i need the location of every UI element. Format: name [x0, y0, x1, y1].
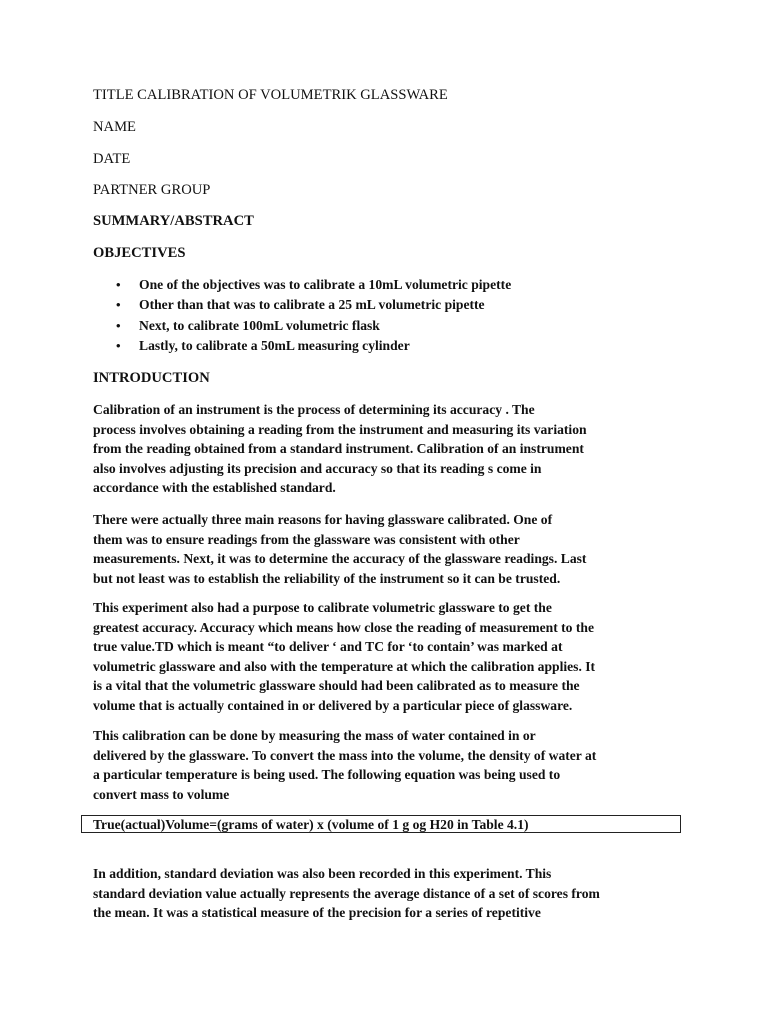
- bullet-icon: •: [116, 338, 121, 354]
- list-item: [93, 337, 511, 357]
- intro-paragraph-1: [93, 400, 673, 498]
- document-title: TITLE CALIBRATION OF VOLUMETRIK GLASSWARE: [93, 87, 448, 103]
- list-item: [93, 317, 511, 337]
- equation-box: True(actual)Volume=(grams of water) x (volume of 1 g og H20 in Table 4.1): [81, 815, 681, 833]
- list-item: [93, 276, 511, 296]
- name-field-label: NAME: [93, 119, 136, 135]
- paragraph-line: the mean. It was a statistical measure of the precision for a series of repetitive: [93, 905, 541, 921]
- summary-heading: SUMMARY/ABSTRACT: [93, 213, 254, 229]
- introduction-heading: INTRODUCTION: [93, 370, 210, 386]
- objectives-list: [93, 276, 511, 358]
- intro-paragraph-4: [93, 726, 673, 804]
- objective-text: Lastly, to calibrate a 50mL measuring cylinder: [139, 338, 410, 354]
- paragraph-line: There were actually three main reasons for having glassware calibrated. One of: [93, 512, 553, 527]
- paragraph-line: In addition, standard deviation was also been recorded in this experiment. This: [93, 866, 552, 881]
- paragraph-line: is a vital that the volumetric glassware should had been calibrated as to measure the: [93, 678, 580, 694]
- paragraph-line: volumetric glassware and also with the temperature at which the calibration applies. It: [93, 658, 596, 674]
- paragraph-line: from the reading obtained from a standard instrument. Calibration of an instrument: [93, 441, 584, 457]
- paragraph-line: measurements. Next, it was to determine the accuracy of the glassware readings. Last: [93, 551, 587, 567]
- bullet-icon: •: [116, 297, 121, 313]
- paragraph-line: accordance with the established standard.: [93, 480, 336, 496]
- paragraph-line: true value.TD which is meant “to deliver ‘ and TC for ‘to contain’ was marked at: [93, 639, 563, 655]
- final-paragraph: [93, 864, 673, 923]
- paragraph-line: them was to ensure readings from the glassware was consistent with other: [93, 531, 520, 547]
- paragraph-line: standard deviation value actually represents the average distance of a set of scores from: [93, 885, 600, 901]
- objective-text: Other than that was to calibrate a 25 mL volumetric pipette: [139, 297, 485, 313]
- intro-paragraph-2: [93, 510, 673, 588]
- paragraph-line: Calibration of an instrument is the process of determining its accuracy . The: [93, 402, 535, 417]
- paragraph-line: This experiment also had a purpose to calibrate volumetric glassware to get the: [93, 600, 552, 615]
- paragraph-line: convert mass to volume: [93, 786, 230, 802]
- paragraph-line: delivered by the glassware. To convert the mass into the volume, the density of water at: [93, 747, 597, 763]
- objectives-heading: OBJECTIVES: [93, 245, 186, 261]
- intro-paragraph-3: [93, 598, 673, 716]
- objective-text: Next, to calibrate 100mL volumetric flask: [139, 317, 380, 333]
- paragraph-line: process involves obtaining a reading from the instrument and measuring its variation: [93, 421, 587, 437]
- objective-text: One of the objectives was to calibrate a 10mL volumetric pipette: [139, 277, 512, 292]
- paragraph-line: greatest accuracy. Accuracy which means how close the reading of measurement to the: [93, 619, 594, 635]
- paragraph-line: volume that is actually contained in or delivered by a particular piece of glassware.: [93, 697, 573, 713]
- paragraph-line: also involves adjusting its precision and accuracy so that its reading s come in: [93, 460, 542, 476]
- paragraph-line: This calibration can be done by measuring the mass of water contained in or: [93, 728, 536, 743]
- paragraph-line: a particular temperature is being used. The following equation was being used to: [93, 767, 561, 783]
- paragraph-line: but not least was to establish the reliability of the instrument so it can be trusted.: [93, 570, 561, 586]
- partner-group-label: PARTNER GROUP: [93, 182, 211, 198]
- date-field-label: DATE: [93, 151, 131, 167]
- bullet-icon: •: [116, 277, 121, 292]
- bullet-icon: •: [116, 317, 121, 333]
- list-item: [93, 296, 511, 316]
